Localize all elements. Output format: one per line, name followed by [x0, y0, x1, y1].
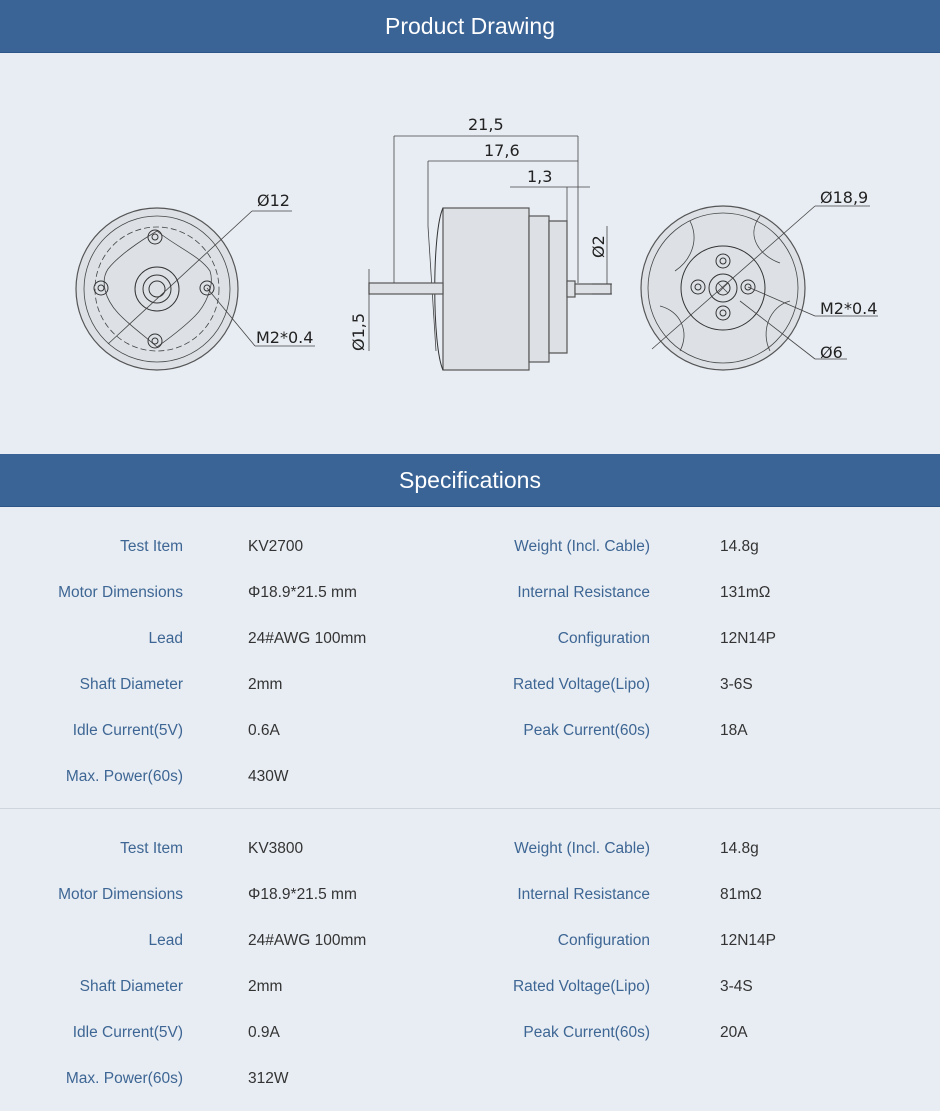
spec-label: Internal Resistance	[517, 584, 650, 601]
spec-label: Max. Power(60s)	[65, 1070, 183, 1087]
spec-row	[0, 827, 940, 873]
spec-value: 3-6S	[720, 676, 753, 693]
spec-label: Weight (Incl. Cable)	[514, 538, 650, 555]
body-length-label: 17,6	[484, 141, 520, 160]
total-length-label: 21,5	[468, 115, 504, 134]
spec-row	[0, 919, 940, 965]
spec-row	[0, 663, 940, 709]
back-diameter-label: Ø18,9	[820, 188, 869, 207]
side-view	[369, 136, 612, 370]
spec-label: Test Item	[120, 840, 183, 857]
back-hub-label: Ø6	[820, 343, 843, 362]
spec-value: 0.9A	[248, 1024, 280, 1041]
spec-label: Configuration	[557, 932, 650, 949]
spec-label: Motor Dimensions	[58, 886, 183, 903]
spec-label: Lead	[148, 932, 183, 949]
spec-value: 131mΩ	[720, 584, 771, 601]
spec-row	[0, 571, 940, 617]
spec-label: Rated Voltage(Lipo)	[512, 676, 650, 693]
spec-value: 14.8g	[720, 840, 759, 857]
shaft-left-diameter-label: Ø1,5	[349, 312, 368, 351]
spec-label: Configuration	[557, 630, 650, 647]
spec-label: Shaft Diameter	[79, 676, 183, 693]
spec-row	[0, 617, 940, 663]
spec-value: 3-4S	[720, 978, 753, 995]
spec-value: 0.6A	[248, 722, 280, 739]
specifications-header	[0, 454, 940, 507]
spec-value: 12N14P	[720, 932, 777, 949]
spec-row	[0, 755, 940, 801]
spec-label: Peak Current(60s)	[523, 722, 650, 739]
spec-label: Motor Dimensions	[58, 584, 183, 601]
product-drawing	[0, 53, 940, 454]
spec-row	[0, 525, 940, 571]
flange-length-label: 1,3	[527, 167, 553, 186]
specifications-title: Specifications	[399, 466, 541, 493]
spec-value: 14.8g	[720, 538, 759, 555]
spec-label: Max. Power(60s)	[65, 768, 183, 785]
spec-value: 2mm	[248, 978, 283, 995]
product-drawing-header	[0, 0, 940, 53]
spec-value: 2mm	[248, 676, 283, 693]
spec-row	[0, 1011, 940, 1057]
spec-value: 24#AWG 100mm	[248, 932, 367, 949]
spec-label: Test Item	[120, 538, 183, 555]
spec-table-kv3800	[0, 809, 940, 1111]
spec-row	[0, 873, 940, 919]
spec-label: Idle Current(5V)	[72, 722, 183, 739]
front-diameter-label: Ø12	[257, 191, 290, 210]
spec-value: 81mΩ	[720, 886, 762, 903]
spec-value: 20A	[720, 1024, 748, 1041]
shaft-right-diameter-label: Ø2	[589, 235, 608, 258]
spec-value: KV2700	[248, 538, 304, 555]
spec-table-kv2700	[0, 507, 940, 809]
spec-value: KV3800	[248, 840, 304, 857]
back-thread-label: M2*0.4	[820, 299, 878, 318]
spec-label: Shaft Diameter	[79, 978, 183, 995]
product-drawing-title: Product Drawing	[384, 12, 556, 39]
front-thread-label: M2*0.4	[256, 328, 314, 347]
spec-value: Φ18.9*21.5 mm	[248, 886, 357, 903]
spec-label: Lead	[148, 630, 183, 647]
spec-label: Weight (Incl. Cable)	[514, 840, 650, 857]
spec-row	[0, 1057, 940, 1103]
spec-label: Peak Current(60s)	[523, 1024, 650, 1041]
spec-value: 12N14P	[720, 630, 777, 647]
spec-value: Φ18.9*21.5 mm	[248, 584, 357, 601]
spec-value: 430W	[248, 768, 289, 785]
spec-row	[0, 965, 940, 1011]
spec-value: 312W	[248, 1070, 289, 1087]
spec-label: Internal Resistance	[517, 886, 650, 903]
spec-label: Rated Voltage(Lipo)	[512, 978, 650, 995]
spec-value: 18A	[720, 722, 748, 739]
spec-label: Idle Current(5V)	[72, 1024, 183, 1041]
motor-technical-drawing	[0, 53, 940, 454]
spec-value: 24#AWG 100mm	[248, 630, 367, 647]
spec-row	[0, 709, 940, 755]
